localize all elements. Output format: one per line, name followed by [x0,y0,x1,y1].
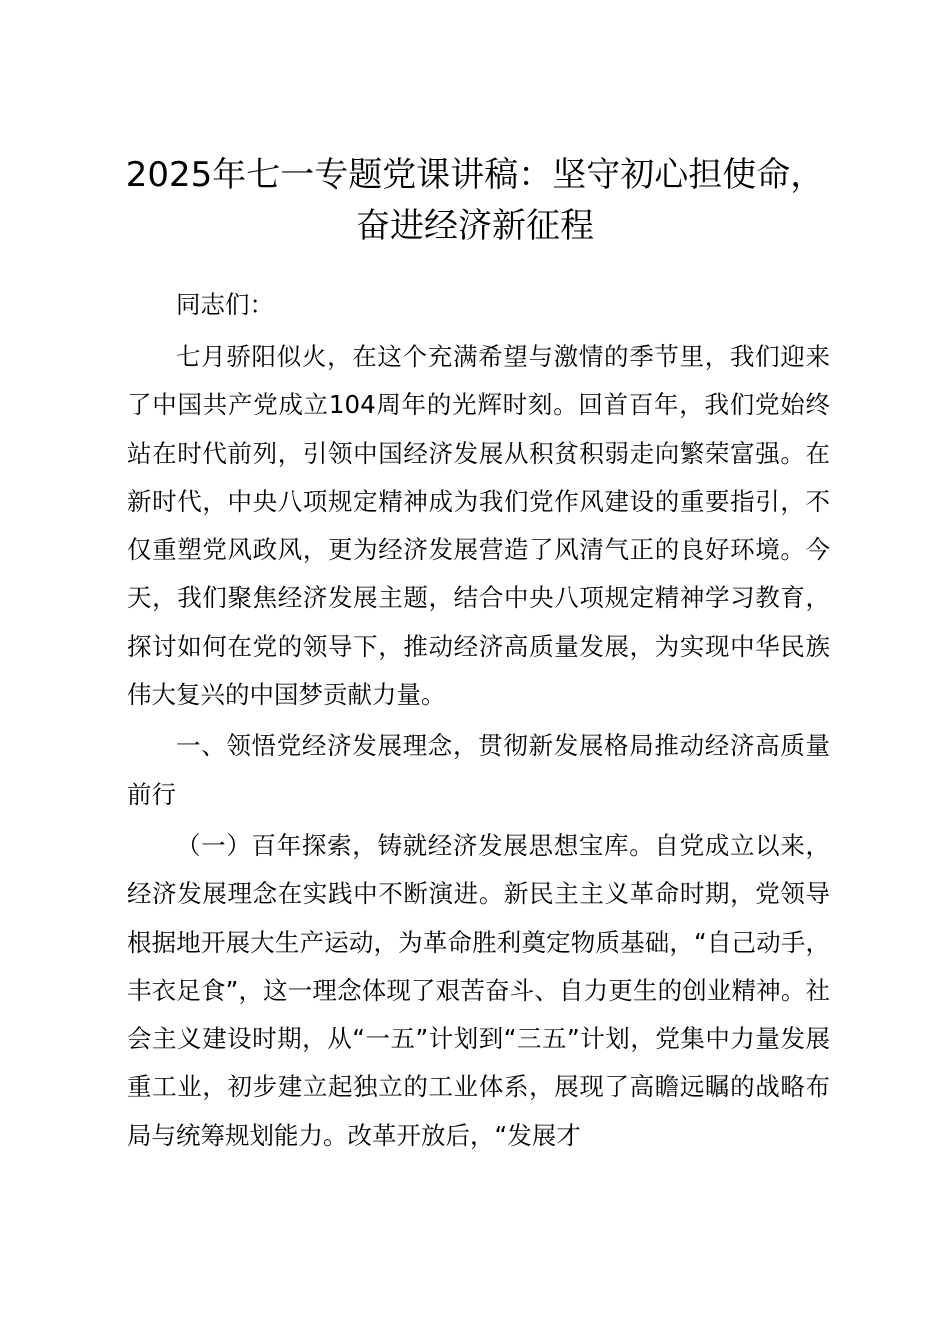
paragraph-subsection-1: （一）百年探索，铸就经济发展思想宝库。自党成立以来，经济发展理念在实践中不断演进。新民主主义革命时期，党领导根据地开展大生产运动，为革命胜利奠定物质基础，“自己动手，丰衣足食”，这一理念体现了艰苦奋斗、自力更生的创业精神。社会主义建设时期，从“一五”计划到“三五”计划，党集中力量发展重工业，初步建立起独立的工业体系，展现了高瞻远瞩的战略布局与统筹规划能力。改革开放后，“发展才 [127,830,830,1150]
title-line-1: 2025年七一专题党课讲稿：坚守初心担使命， [125,155,825,195]
salutation: 同志们： [176,290,274,319]
paragraph-intro: 七月骄阳似火，在这个充满希望与激情的季节里，我们迎来了中国共产党成立104周年的光辉时刻。回首百年，我们党始终站在时代前列，引领中国经济发展从积贫积弱走向繁荣富强。在新时代，中央八项规定精神成为我们党作风建设的重要指引，不仅重塑党风政风，更为经济发展营造了风清气正的良好环境。今天，我们聚焦经济发展主题，结合中央八项规定精神学习教育，探讨如何在党的领导下，推动经济高质量发展，为实现中华民族伟大复兴的中国梦贡献力量。 [127,342,830,710]
section-heading-1: 一、领悟党经济发展理念，贯彻新发展格局推动经济高质量前行 [127,731,830,809]
title-line-2: 奋进经济新征程 [356,206,594,246]
document-body [127,281,830,1160]
document-title [112,150,838,252]
